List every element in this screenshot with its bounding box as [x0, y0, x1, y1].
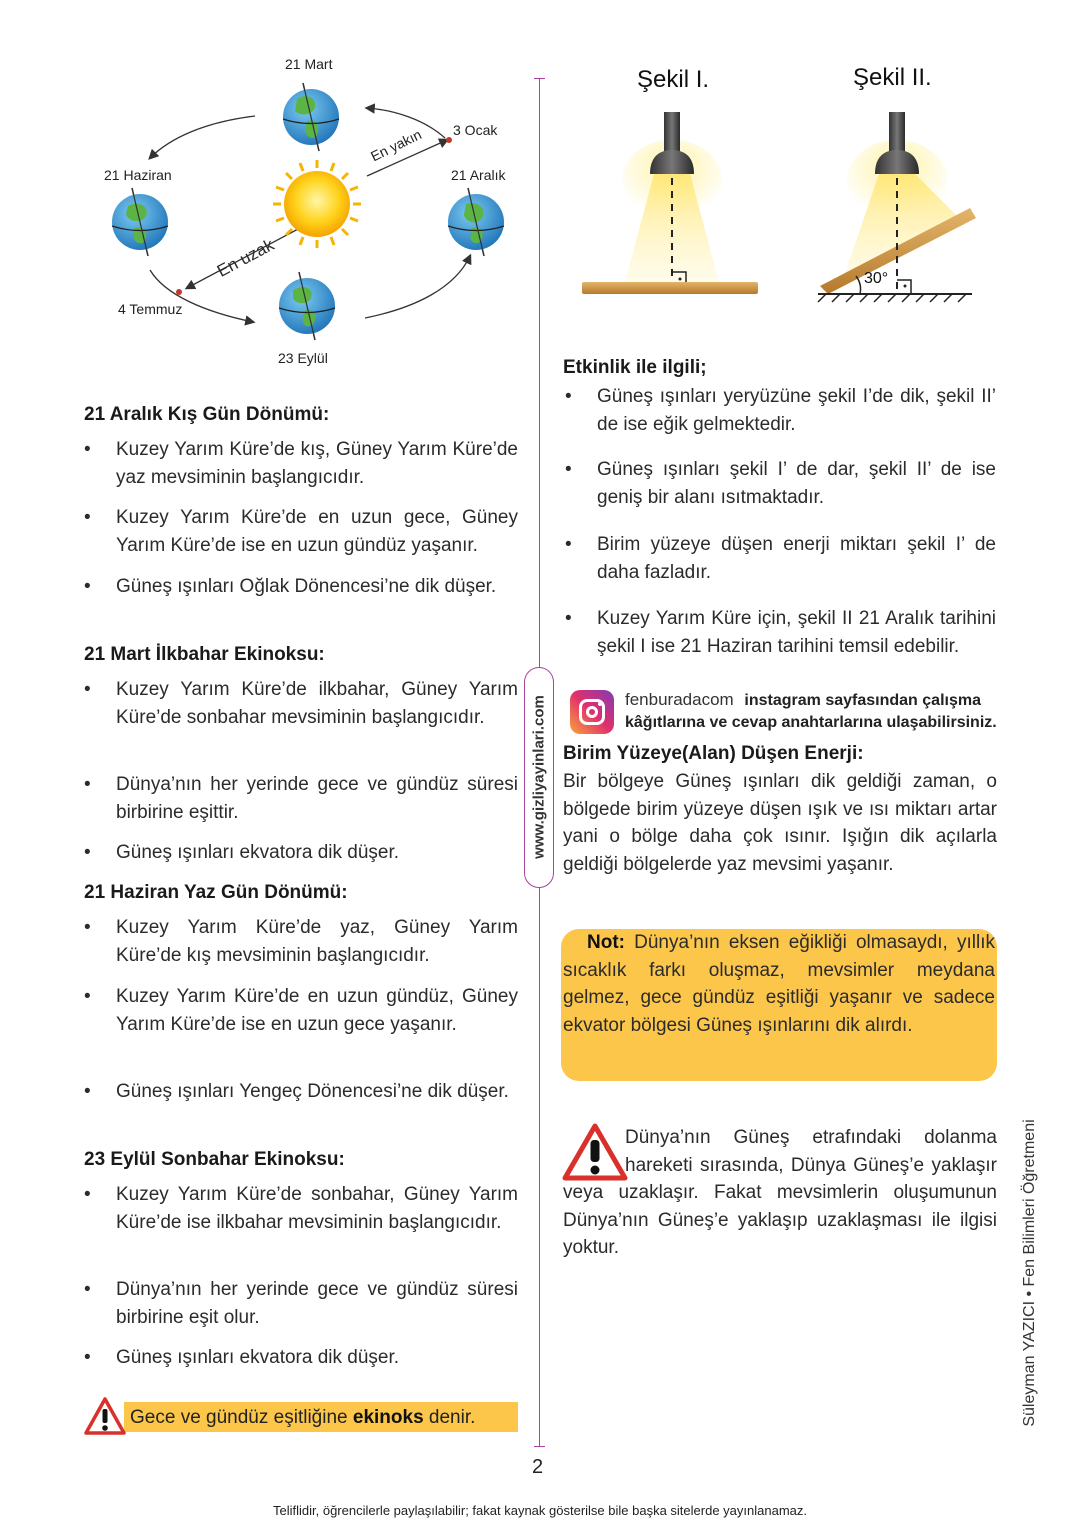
orbit-diagram — [95, 50, 525, 370]
label-21-haziran: 21 Haziran — [104, 167, 172, 183]
not-text: Not: Dünya’nın eksen eğikliği olmasaydı, yıllık sıcaklık farkı oluşmaz, mevsimler meydana gelmez, gece gündüz eşitliği yaşanır ve sadece ekvator bölgesi Güneş ışınlarını dik alırdı. — [563, 932, 995, 1036]
label-4-temmuz: 4 Temmuz — [118, 301, 183, 317]
list-item: • Kuzey Yarım Küre’de sonbahar, Güney Yarım Küre’de ise ilkbahar mevsiminin başlangıcıdır. — [116, 1181, 518, 1236]
label-en-yakin: En yakın — [368, 126, 424, 165]
birim-text: Bir bölgeye Güneş ışınları dik geldiği zaman, o bölgede birim yüzeye düşen ışık ve ısı miktarı artar yani o bölge daha çok ısınır. Işığın dik açılarla geldiği bölgelerde yaz mevsimi yaşanır. — [563, 771, 997, 875]
list-item: • Güneş ışınları Yengeç Dönencesi’ne dik düşer. — [116, 1078, 518, 1106]
list-item: • Kuzey Yarım Küre için, şekil II 21 Aralık tarihini şekil I ise 21 Haziran tarihini temsil edebilir. — [597, 605, 996, 660]
lamp-icon — [840, 112, 965, 288]
list-item: • Kuzey Yarım Küre’de yaz, Güney Yarım Küre’de kış mevsiminin başlangıcıdır. — [116, 914, 518, 969]
sekil-1-title: Şekil I. — [637, 66, 710, 93]
not-box — [561, 929, 997, 1081]
birim-title: Birim Yüzeye(Alan) Düşen Enerji: — [563, 743, 864, 764]
list-item: • Kuzey Yarım Küre’de kış, Güney Yarım Küre’de yaz mevsiminin başlangıcıdır. — [116, 436, 518, 491]
list-item: • Güneş ışınları ekvatora dik düşer. — [116, 839, 518, 867]
page-number: 2 — [532, 1456, 544, 1478]
earth-icon — [283, 83, 339, 151]
list-item: • Kuzey Yarım Küre’de en uzun gece, Güney Yarım Küre’de ise en uzun gündüz yaşanır. — [116, 504, 518, 559]
list-item: • Güneş ışınları ekvatora dik düşer. — [116, 1344, 518, 1372]
copyright-footer: Teliflidir, öğrencilerle paylaşılabilir; fakat kaynak gösterilse bile başka sitelerde yayınlanamaz. — [273, 1503, 807, 1518]
sekil-2-title: Şekil II. — [853, 64, 932, 91]
label-21-mart: 21 Mart — [285, 56, 333, 72]
instagram-line-1: fenburadacom instagram sayfasından çalışma — [625, 690, 981, 709]
list-item: • Güneş ışınları şekil I’ de dar, şekil II’ de ise geniş bir alanı ısıtmaktadır. — [597, 456, 996, 511]
list-item: • Güneş ışınları yeryüzüne şekil I’de dik, şekil II’ de ise eğik gelmektedir. — [597, 383, 996, 438]
perihelion-dot — [446, 137, 452, 143]
author-side-text: Süleyman YAZICI • Fen Bilimleri Öğretmeni — [1021, 1119, 1038, 1427]
warning-text: Dünya’nın Güneş etrafındaki dolanma hareketi sırasında, Dünya Güneş’e yaklaşır veya uzaklaşır. Fakat mevsimlerin oluşumunun Dünya’nın Güneş’e yaklaşıp uzaklaşması ile ilgisi yoktur. — [563, 1127, 997, 1258]
divider-cap — [534, 78, 545, 79]
list-item: • Birim yüzeye düşen enerji miktarı şekil I’ de daha fazladır. — [597, 531, 996, 586]
heading-21-mart: 21 Mart İlkbahar Ekinoksu: — [84, 644, 325, 665]
warning-icon — [84, 1396, 126, 1436]
label-en-uzak: En uzak — [214, 235, 278, 281]
aphelion-dot — [176, 289, 182, 295]
divider-cap — [534, 1446, 545, 1447]
website-url: www.gizliyayinlari.com — [530, 695, 548, 859]
sun-icon — [273, 160, 361, 248]
ekinoks-note-text: Gece ve gündüz eşitliğine ekinoks denir. — [130, 1407, 476, 1428]
list-item: • Kuzey Yarım Küre’de en uzun gündüz, Güney Yarım Küre’de ise en uzun gece yaşanır. — [116, 983, 518, 1038]
etkinlik-title: Etkinlik ile ilgili; — [563, 357, 707, 378]
angle-label: 30° — [864, 270, 889, 287]
label-21-aralik: 21 Aralık — [451, 167, 506, 183]
orbit-arrow — [365, 256, 470, 318]
flat-board — [582, 282, 758, 294]
orbit-arrow — [150, 116, 255, 158]
list-item: • Dünya’nın her yerinde gece ve gündüz süresi birbirine eşit olur. — [116, 1276, 518, 1331]
earth-icon — [279, 272, 335, 340]
lamp-icon — [622, 112, 722, 286]
earth-icon — [448, 188, 504, 256]
list-item: • Güneş ışınları Oğlak Dönencesi’ne dik düşer. — [116, 573, 518, 601]
heading-23-eylul: 23 Eylül Sonbahar Ekinoksu: — [84, 1149, 345, 1170]
earth-icon — [112, 188, 168, 256]
label-23-eylul: 23 Eylül — [278, 350, 328, 366]
ekinoks-note — [84, 1396, 518, 1436]
lamp-figures — [570, 100, 990, 310]
heading-21-aralik: 21 Aralık Kış Gün Dönümü: — [84, 404, 330, 425]
instagram-line-2: kâğıtlarına ve cevap anahtarlarına ulaşabilirsiniz. — [625, 714, 997, 731]
label-3-ocak: 3 Ocak — [453, 122, 498, 138]
instagram-icon[interactable] — [570, 690, 614, 734]
list-item: • Kuzey Yarım Küre’de ilkbahar, Güney Yarım Küre’de sonbahar mevsiminin başlangıcıdır. — [116, 676, 518, 731]
heading-21-haziran: 21 Haziran Yaz Gün Dönümü: — [84, 882, 348, 903]
list-item: • Dünya’nın her yerinde gece ve gündüz süresi birbirine eşittir. — [116, 771, 518, 826]
